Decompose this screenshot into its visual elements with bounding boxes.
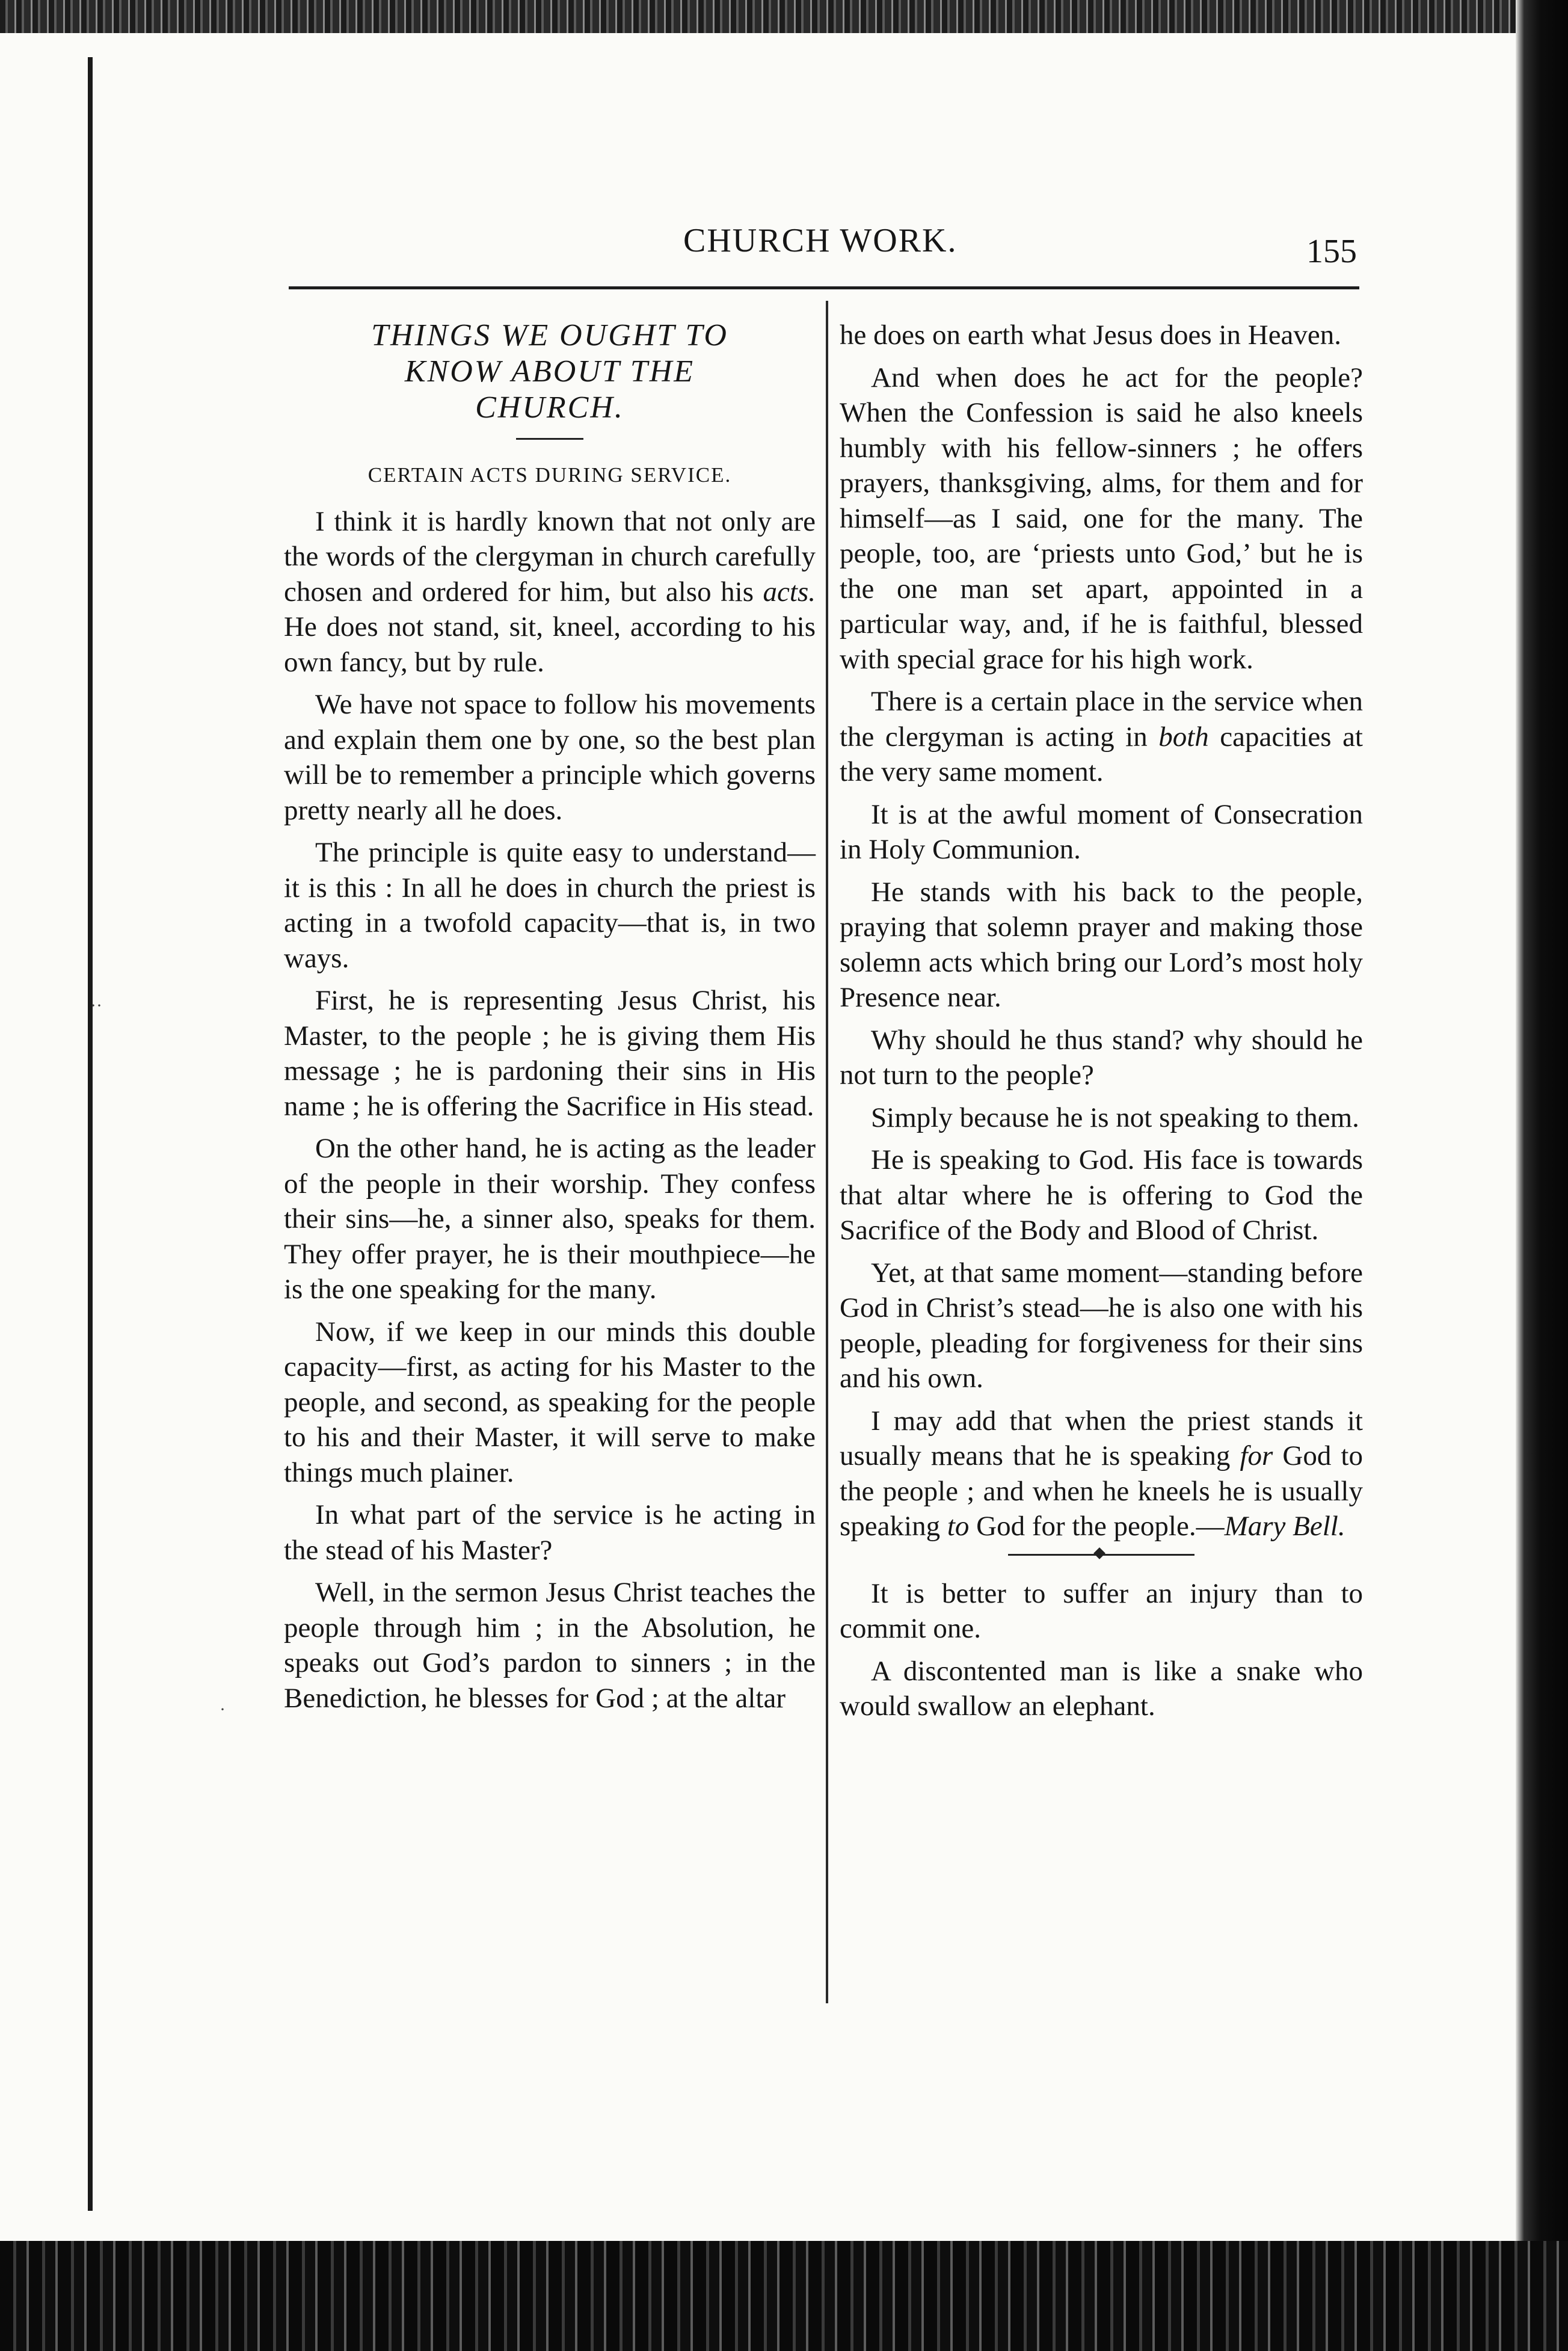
paragraph-text: There is a certain place in the service when the clergyman is acting in	[840, 686, 1363, 753]
paragraph: And when does he act for the people? When the Confession is said he also kneels humbly with his fellow-sinners ; he offers prayers, thanksgiving, alms, for them and for himself—as I said, one for the many. The people, too, are ‘priests unto God,’ but he is the one man set apart, appointed in a particular way, and, if he is faithful, blessed with special grace for his high work.	[840, 362, 1363, 675]
column-divider	[826, 301, 828, 2003]
paragraph: He stands with his back to the people, praying that solemn prayer and making those solemn acts which bring our Lord’s most holy Presence near.	[840, 876, 1363, 1013]
paragraph	[840, 684, 1363, 790]
paragraph-emphasis: acts.	[763, 576, 816, 608]
paragraph	[840, 1404, 1363, 1544]
scan-edge-bottom	[0, 2241, 1568, 2351]
section-ornament	[1008, 1554, 1194, 1556]
title-line: KNOW ABOUT THE	[404, 354, 695, 389]
binding-edge	[88, 57, 93, 2211]
paragraph-emphasis: to	[947, 1511, 970, 1542]
paragraph-emphasis: both	[1158, 721, 1209, 753]
article-author: Mary Bell.	[1224, 1511, 1345, 1542]
paragraph: he does on earth what Jesus does in Heaven.	[840, 319, 1342, 351]
running-head: CHURCH WORK.	[683, 222, 958, 259]
paragraph: Yet, at that same moment—standing before God in Christ’s stead—he is also one with his people, pleading for forgiveness for their sins and his own.	[840, 1257, 1363, 1394]
paragraph: He is speaking to God. His face is towards that altar where he is offering to God the Sacrifice of the Body and Blood of Christ.	[840, 1144, 1363, 1246]
paragraph: It is at the awful moment of Consecration in Holy Communion.	[840, 798, 1363, 865]
paragraph: The principle is quite easy to understand—it is this : In all he does in church the priest is acting in a twofold capacity—that is, in two ways.	[284, 837, 816, 974]
article-title	[284, 318, 816, 426]
article-subheading: CERTAIN ACTS DURING SERVICE.	[367, 463, 732, 487]
paragraph: Why should he thus stand? why should he not turn to the people?	[840, 1024, 1363, 1091]
paragraph-text: He does not stand, sit, kneel, according to his own fancy, but by rule.	[284, 611, 816, 678]
paragraph: On the other hand, he is acting as the leader of the people in their worship. They confess their sins—he, a sinner also, speaks for them. They offer prayer, he is their mouthpiece—he is the one speaking for the many.	[284, 1133, 816, 1305]
paragraph: Now, if we keep in our minds this double capacity—first, as acting for his Master to the people, and second, as speaking for the people to his and their Master, it will serve to make things much plainer.	[284, 1316, 816, 1488]
paragraph-text: God to the people ; and when he kneels he is usually speaking	[840, 1440, 1363, 1542]
page-number: 155	[1306, 233, 1357, 270]
filler-paragraph: It is better to suffer an injury than to commit one.	[840, 1577, 1363, 1644]
header-rule	[289, 286, 1359, 289]
paragraph-text: capacities at the very same moment.	[840, 721, 1363, 787]
ornament-diamond	[1093, 1547, 1105, 1559]
right-column	[840, 318, 1363, 1731]
paragraph-text: I may add that when the priest stands it usually means that he is speaking	[840, 1405, 1363, 1471]
title-line: THINGS WE OUGHT TO	[371, 318, 728, 353]
paragraph: In what part of the service is he acting in the stead of his Master?	[284, 1499, 816, 1566]
margin-mark: ·	[220, 1699, 226, 1719]
paragraph: Simply because he is not speaking to them.	[871, 1102, 1359, 1133]
paragraph: First, he is representing Jesus Christ, his Master, to the people ; he is giving them His message ; he is pardoning their sins in His name ; he is offering the Sacrifice in His stead.	[284, 985, 816, 1122]
paragraph-text: God for the people.—	[969, 1511, 1225, 1542]
paragraph: We have not space to follow his movements and explain them one by one, so the best plan will be to remember a principle which governs pretty nearly all he does.	[284, 689, 816, 826]
margin-mark: ··	[90, 996, 102, 1015]
scan-edge-top	[0, 0, 1568, 33]
paragraph: Well, in the sermon Jesus Christ teaches the people through him ; in the Absolution, he speaks out God’s pardon to sinners ; in the Benediction, he blesses for God ; at the altar	[284, 1577, 816, 1714]
title-line: CHURCH.	[475, 390, 624, 425]
paragraph-text: I think it is hardly known that not only are the words of the clergyman in church carefully chosen and ordered for him, but also his	[284, 505, 816, 608]
paragraph-emphasis: for	[1240, 1440, 1273, 1471]
scan-edge-right	[1516, 0, 1568, 2351]
title-rule	[516, 438, 583, 440]
filler-paragraph: A discontented man is like a snake who would swallow an elephant.	[840, 1655, 1363, 1722]
left-column	[284, 318, 816, 1723]
paragraph	[284, 504, 816, 680]
